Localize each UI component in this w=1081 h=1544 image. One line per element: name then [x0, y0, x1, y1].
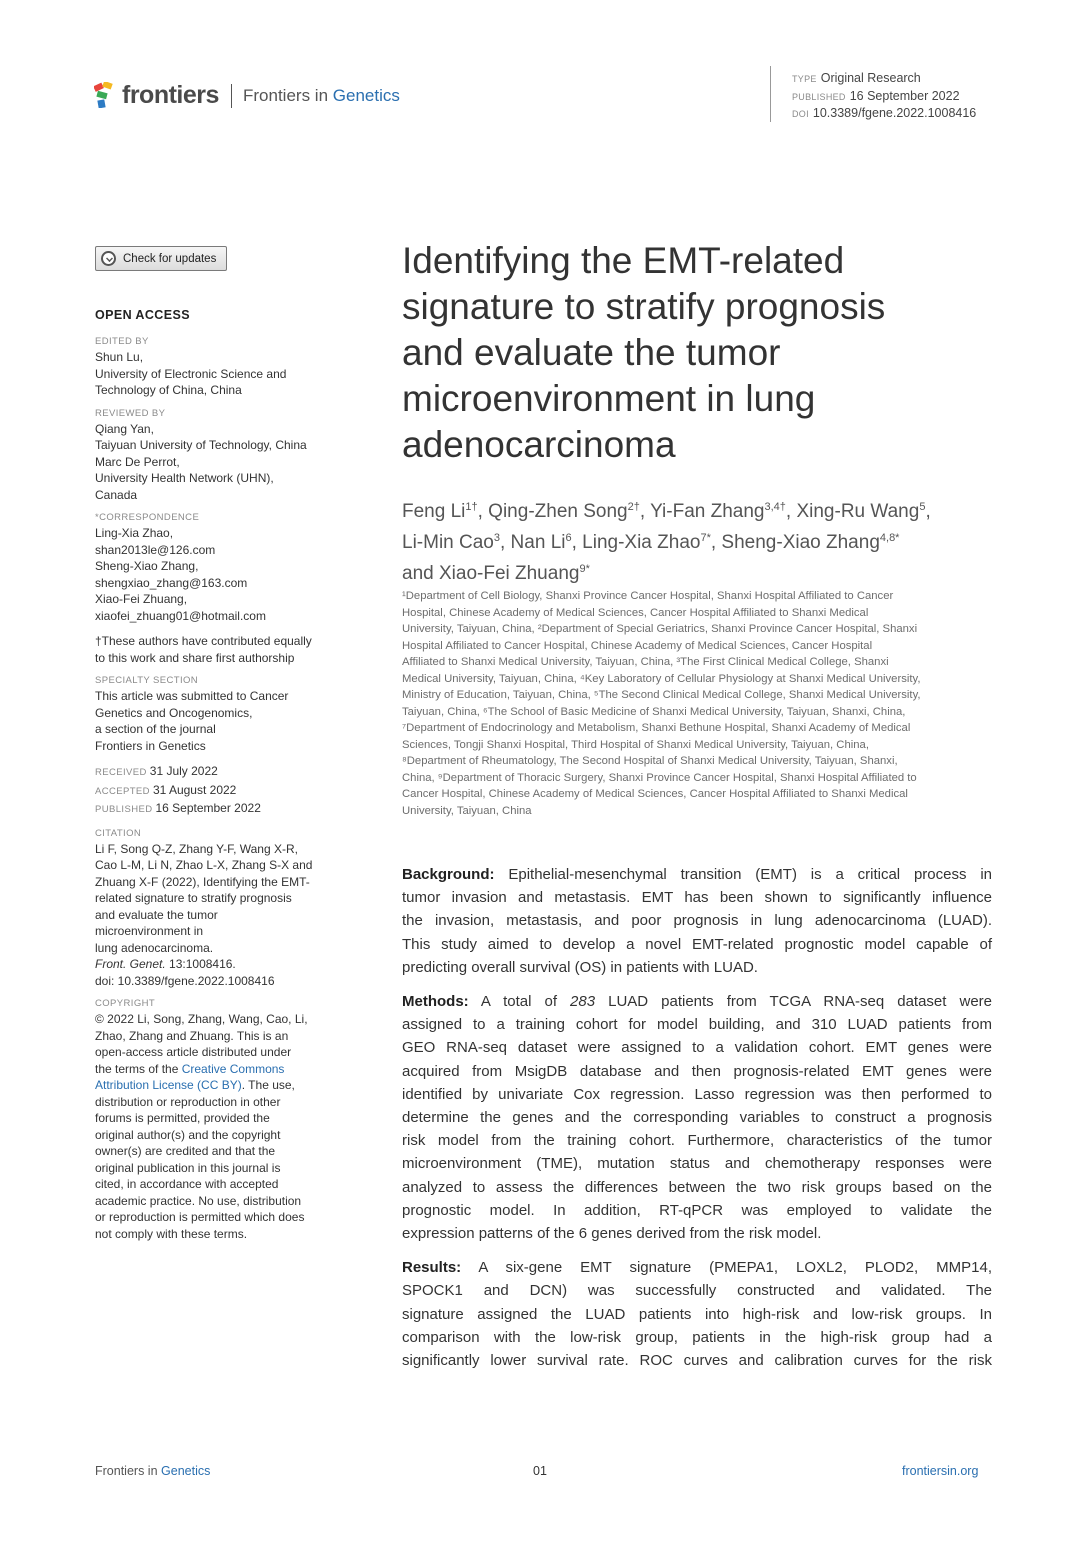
citation-section: CITATION Li F, Song Q-Z, Zhang Y-F, Wang X-R, Cao L-M, Li N, Zhao L-X, Zhang S-X and Zhuang X-F (2022), Identifying the EMT- related signature to stratify prognosis and evaluate the tumor microenvironment in lung adenocarcinoma. Front. Genet. 13:1008416. doi: 10.3389/fgene.2022.1008416: [95, 828, 335, 990]
cc-license-link[interactable]: Attribution License (CC BY): [95, 1078, 242, 1092]
meta-divider: [770, 66, 771, 122]
footer-site-link[interactable]: frontiersin.org: [902, 1464, 979, 1478]
abstract: [402, 863, 992, 1383]
header-divider: [231, 84, 232, 108]
email-link[interactable]: shan2013le@126.com: [95, 542, 216, 557]
article-meta: TYPE Original Research PUBLISHED 16 September 2022 DOI 10.3389/fgene.2022.1008416: [792, 71, 977, 120]
equal-contribution-note: †These authors have contributed equally to this work and share first authorship: [95, 634, 312, 665]
affiliations: ¹Department of Cell Biology, Shanxi Province Cancer Hospital, Shanxi Hospital Affiliated to Cancer Hospital, Chinese Academy of Medical Sciences, Cancer Hospital Affiliated to Shanxi Medical University, Taiyuan, China, ²Department of Special Geriatrics, Shanxi Province Cancer Hospital, Shanxi Hospital Affiliated to Cancer Hospital, Chinese Academy of Medical Sciences, Cancer Hospital Affiliated to Shanxi Medical University, Taiyuan, China, ³The First Clinical Medical College, Shanxi Medical University, Taiyuan, China, ⁴Key Laboratory of Cellular Physiology at Shanxi Medical University, Ministry of Education, Taiyuan, China, ⁵The Second Clinical Medical College, Shanxi Medical University, Taiyuan, China, ⁶The School of Basic Medicine of Shanxi Medical University, Taiyuan, Shanxi, China, ⁷Department of Endocrinology and Metabolism, Shanxi Bethune Hospital, Shanxi Academy of Medical Sciences, Tongji Shanxi Hospital, Third Hospital of Shanxi Medical University, Taiyuan, China, ⁸Department of Rheumatology, The Second Hospital of Shanxi Medical University, Taiyuan, Shanxi, China, ⁹Department of Thoracic Surgery, Shanxi Province Cancer Hospital, Shanxi Hospital Affiliated to Cancer Hospital, Chinese Academy of Medical Sciences, Cancer Hospital Affiliated to Shanxi Medical University, Taiyuan, China: [402, 590, 921, 817]
check-for-updates-button[interactable]: Check for updates: [95, 246, 227, 271]
page-number: 01: [533, 1464, 547, 1478]
abstract-background: Background: Epithelial-mesenchymal transition (EMT) is a critical process in tumor invasion and metastasis. EMT has been shown to significantly influence the invasion, metastasis, and poor prognosis in lung adenocarcinoma (LUAD). This study aimed to develop a novel EMT-related prognostic model capable of predicting overall survival (OS) in patients with LUAD.: [402, 866, 992, 976]
citation-doi[interactable]: doi: 10.3389/fgene.2022.1008416: [95, 973, 275, 988]
brand-wordmark: frontiers: [122, 80, 219, 109]
abstract-methods: Methods: A total of 283 LUAD patients from TCGA RNA-seq dataset were assigned to a training cohort for model building, and 310 LUAD patients from GEO RNA-seq dataset were assigned to a validation cohort. EMT genes were acquired from MsigDB database and then prognosis-related EMT genes were identified by univariate Cox regression. Lasso regression was then performed to determine the genes and the corresponding variables to construct a prognosis risk model from the training cohort. Furthermore, characteristics of the tumor microenvironment (TME), mutation status and chemotherapy responses were analyzed to assess the differences between the two risk groups based on the prognostic model. In addition, RT-qPCR was employed to validate the expression patterns of the 6 genes derived from the risk model.: [402, 993, 992, 1243]
frontiers-logo[interactable]: [94, 80, 219, 110]
email-link[interactable]: xiaofei_zhuang01@hotmail.com: [95, 608, 266, 623]
author-line: and Xiao-Fei Zhuang$^{9*}$: [402, 563, 590, 584]
open-access-label: OPEN ACCESS: [95, 308, 190, 322]
author-line: Feng $Li^{1\dagger}$, Qing-Zhen Song$^{2\dagger}$, Yi-Fan Zhang$^{3,4\dagger}$, Xing-Ru Wang$^5$,: [402, 501, 931, 522]
frontiers-mark-icon: [94, 82, 116, 108]
cc-license-link[interactable]: Creative Commons: [181, 1061, 285, 1076]
doi-link[interactable]: 10.3389/fgene.2022.1008416: [812, 106, 977, 120]
email-link[interactable]: shengxiao_zhang@163.com: [95, 575, 248, 590]
article-dates: RECEIVED 31 July 2022 ACCEPTED 31 August 2022 PUBLISHED 16 September 2022: [95, 764, 261, 815]
article-type: Original Research: [820, 71, 921, 85]
reviewed-by-section: REVIEWED BY Qiang Yan, Taiyuan University of Technology, China Marc De Perrot, University Health Network (UHN), Canada: [95, 407, 307, 502]
edited-by-section: EDITED BY Shun Lu, University of Electronic Science and Technology of China, China: [95, 336, 287, 397]
check-updates-icon: [101, 251, 116, 266]
author-list: [402, 494, 1002, 587]
sidebar: [95, 308, 335, 1251]
specialty-section: SPECIALTY SECTION This article was submitted to Cancer Genetics and Oncogenomics, a section of the journal Frontiers in Genetics: [95, 675, 289, 753]
article-title: Identifying the EMT-related signature to stratify prognosis and evaluate the tumor microenvironment in lung adenocarcinoma: [402, 240, 886, 465]
abstract-results: Results: A six-gene EMT signature (PMEPA1, LOXL2, PLOD2, MMP14, SPOCK1 and DCN) was successfully constructed and validated. The signature assigned the LUAD patients into high-risk and low-risk groups. In comparison with the low-risk group, patients in the high-risk group had a significantly lower survival rate. ROC curves and calibration curves for the risk: [402, 1259, 992, 1370]
copyright-section: COPYRIGHT © 2022 Li, Song, Zhang, Wang, Cao, Li, Zhao, Zhang and Zhuang. This is an open-access article distributed under the terms of the Creative Commons Attribution License (CC BY). The use, distribution or reproduction in other forums is permitted, provided the original author(s) and the copyright owner(s) are credited and that the original publication in this journal is cited, in accordance with accepted academic practice. No use, distribution or reproduction is permitted which does not comply with these terms.: [95, 998, 308, 1241]
correspondence-section: *CORRESPONDENCE Ling-Xia Zhao, shan2013le@126.com Sheng-Xiao Zhang, shengxiao_zhang@163.com Xiao-Fei Zhuang, xiaofei_zhuang01@hotmail.com: [95, 512, 335, 624]
journal-name[interactable]: Frontiers in Genetics: [243, 86, 400, 105]
footer-journal: Frontiers in Genetics: [95, 1464, 211, 1478]
published-date: 16 September 2022: [849, 88, 960, 103]
author-line: Li-Min Cao$^3$, Nan Li$^6$, Ling-Xia Zhao$^{7*}$, Sheng-Xiao Zhang$^{4,8*}$: [402, 532, 900, 553]
